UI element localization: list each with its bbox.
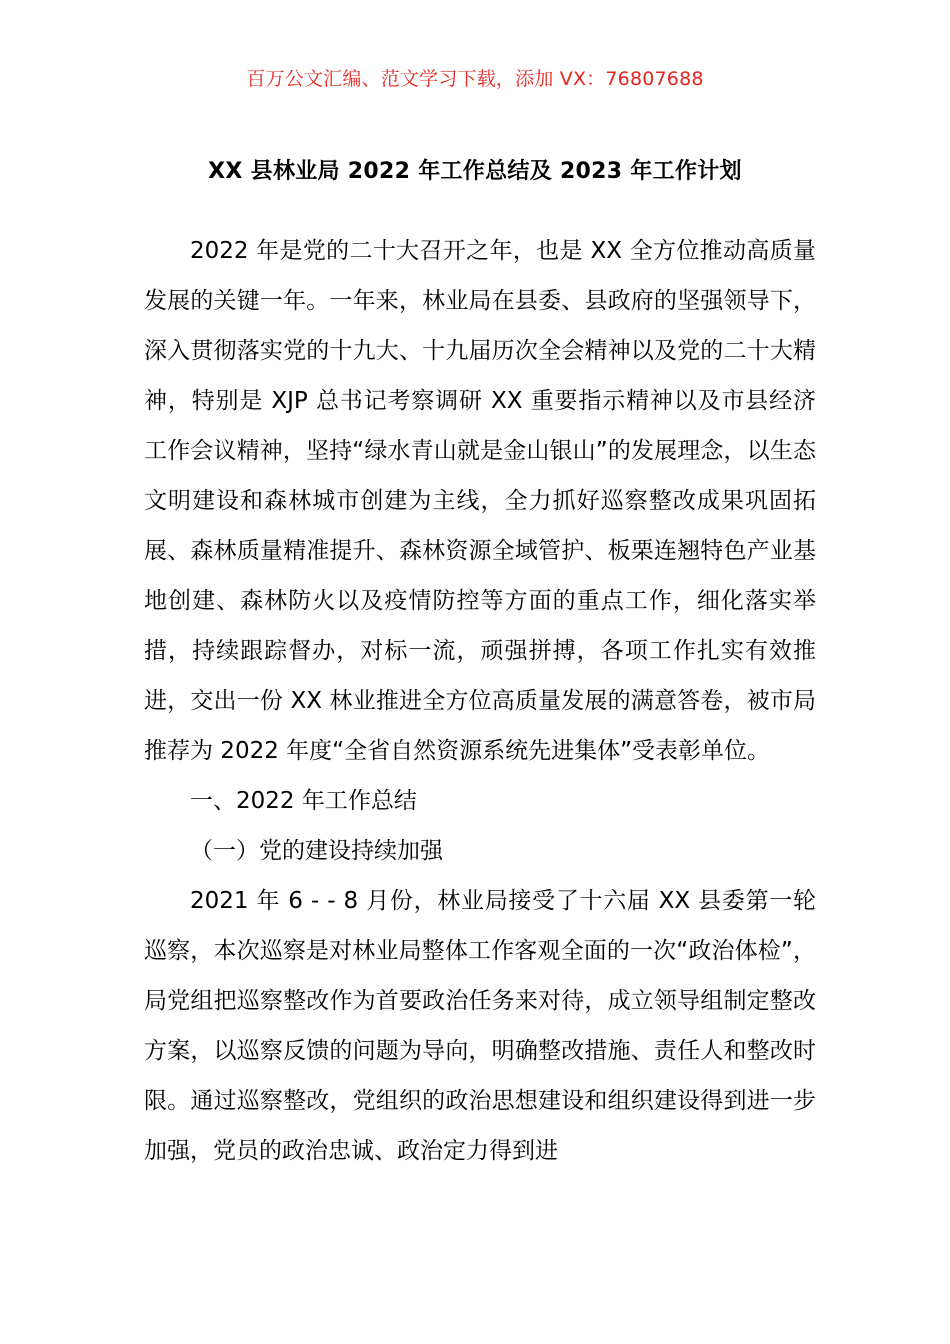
body-paragraph: 2021 年 6 - - 8 月份，林业局接受了十六届 XX 县委第一轮巡察，本次巡察是对林业局整体工作客观全面的一次“政治体检”，局党组把巡察整改作为首要政治任务来对待，成立领导组制定整改方案，以巡察反馈的问题为导向，明确整改措施、责任人和整改时限。通过巡察整改，党组织的政治思想建设和组织建设得到进一步加强，党员的政治忠诚、政治定力得到进 — [144, 888, 816, 1164]
document-title: XX 县林业局 2022 年工作总结及 2023 年工作计划 — [208, 159, 742, 184]
document-body — [144, 226, 816, 1176]
header-note: 百万公文汇编、范文学习下载，添加 VX：76807688 — [246, 68, 704, 90]
section-heading-1: 一、2022 年工作总结 — [190, 788, 417, 814]
subsection-heading-1: （一）党的建设持续加强 — [190, 838, 443, 864]
intro-paragraph: 2022 年是党的二十大召开之年，也是 XX 全方位推动高质量发展的关键一年。一年来，林业局在县委、县政府的坚强领导下，深入贯彻落实党的十九大、十九届历次全会精神以及党的二十大精神，特别是 XJP 总书记考察调研 XX 重要指示精神以及市县经济工作会议精神，坚持“绿水青山就是金山银山”的发展理念，以生态文明建设和森林城市创建为主线，全力抓好巡察整改成果巩固拓展、森林质量精准提升、森林资源全域管护、板栗连翘特色产业基地创建、森林防火以及疫情防控等方面的重点工作，细化落实举措，持续跟踪督办，对标一流，顽强拼搏，各项工作扎实有效推进，交出一份 XX 林业推进全方位高质量发展的满意答卷，被市局推荐为 2022 年度“全省自然资源系统先进集体”受表彰单位。 — [144, 238, 816, 764]
